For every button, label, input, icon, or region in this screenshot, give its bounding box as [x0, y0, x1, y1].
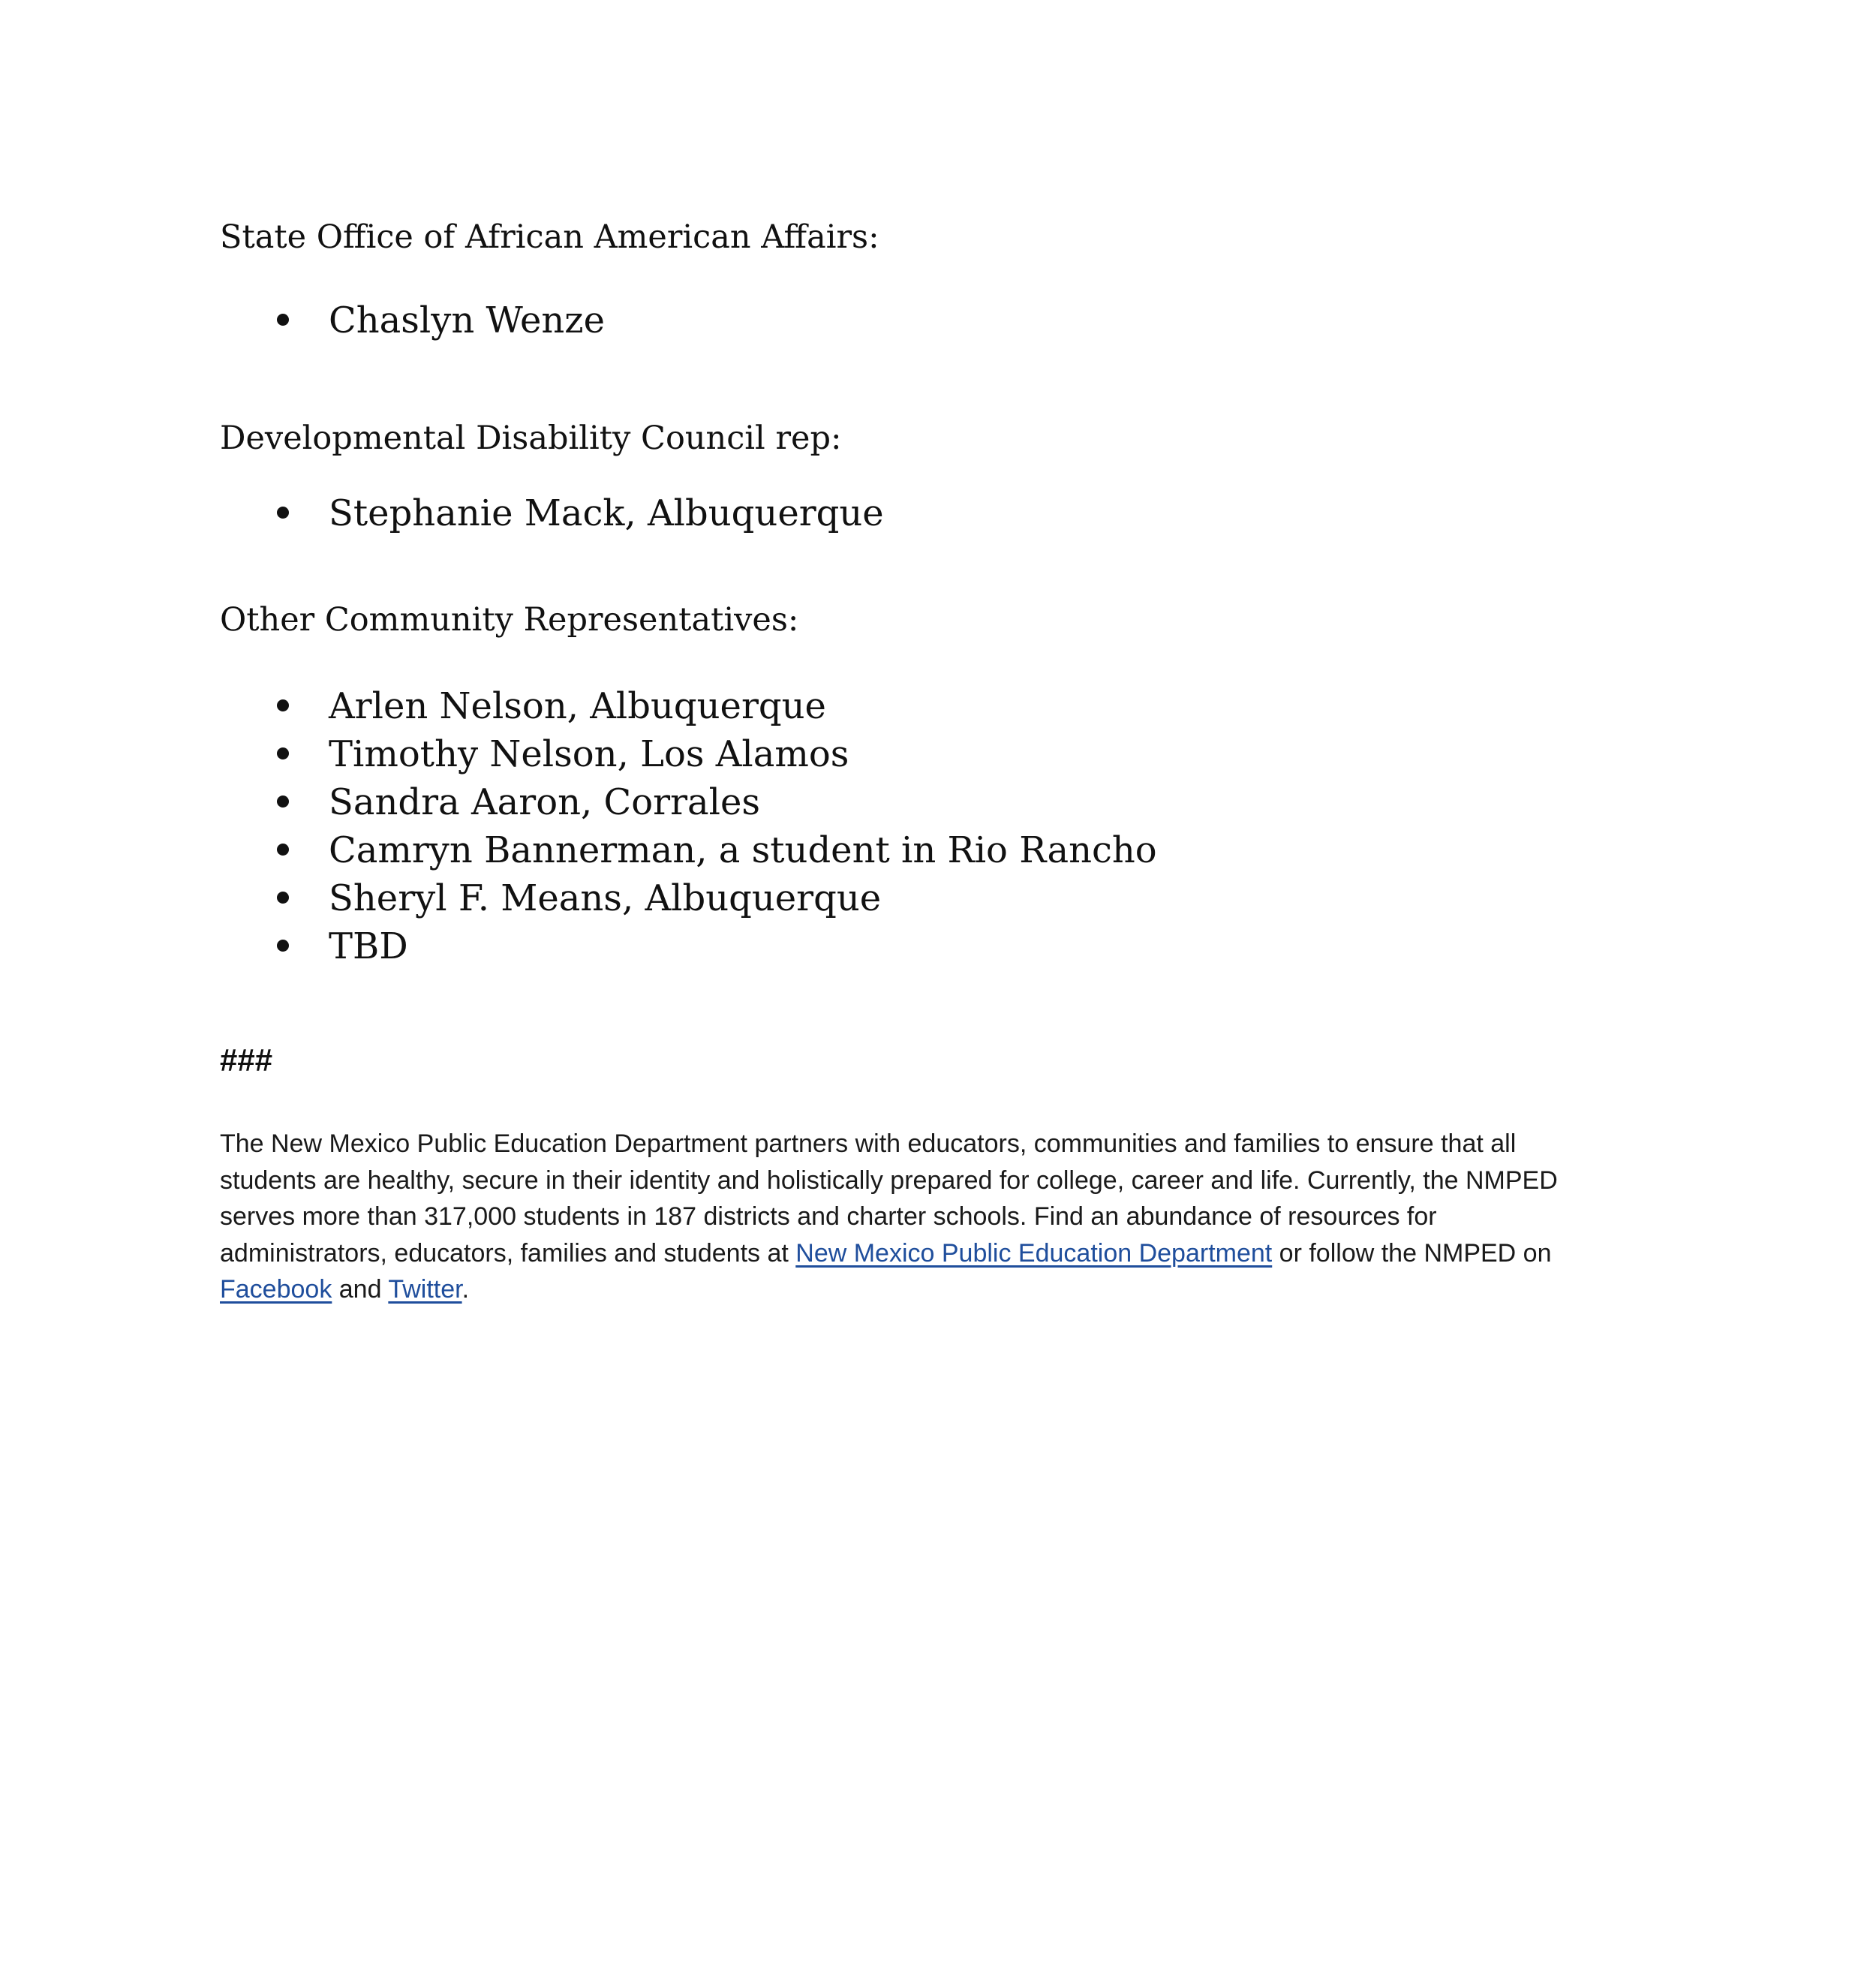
- facebook-link[interactable]: Facebook: [220, 1275, 332, 1304]
- member-name: Arlen Nelson, Albuquerque: [329, 685, 826, 727]
- nmped-website-link[interactable]: New Mexico Public Education Department: [795, 1238, 1273, 1268]
- member-name: Stephanie Mack, Albuquerque: [329, 492, 884, 534]
- bullet-icon: [277, 892, 289, 904]
- bullet-icon: [277, 796, 289, 808]
- member-name: TBD: [329, 925, 408, 967]
- bullet-icon: [277, 507, 289, 519]
- bullet-icon: [277, 844, 289, 856]
- bullet-icon: [277, 940, 289, 952]
- about-nmped-paragraph: [220, 1126, 1571, 1308]
- member-name: Sandra Aaron, Corrales: [329, 781, 761, 823]
- bullet-icon: [277, 314, 289, 326]
- about-text: The New Mexico Public Education Department partners with educators, communities and families to ensure that all students are healthy, secure in their identity and holistically prepared for college, career and life. Currently, the NMPED serves more than 317,000 students in 187 districts and charter schools. Find an abundance of resources for administrators, educators, families and students at: [220, 1129, 1558, 1268]
- member-name: Sheryl F. Means, Albuquerque: [329, 877, 882, 919]
- end-marker: ###: [220, 1042, 273, 1078]
- section-heading-african-american-affairs: State Office of African American Affairs:: [220, 218, 879, 256]
- member-name: Chaslyn Wenze: [329, 299, 605, 341]
- bullet-icon: [277, 699, 289, 711]
- about-text: or follow the NMPED on: [1272, 1238, 1552, 1268]
- section-heading-developmental-disability-council: Developmental Disability Council rep:: [220, 420, 842, 457]
- member-name: Timothy Nelson, Los Alamos: [329, 733, 849, 775]
- section-heading-other-community-representatives: Other Community Representatives:: [220, 601, 799, 639]
- about-text: .: [461, 1275, 470, 1304]
- about-text: and: [332, 1275, 389, 1304]
- member-name: Camryn Bannerman, a student in Rio Rancho: [329, 829, 1157, 871]
- twitter-link[interactable]: Twitter: [388, 1275, 462, 1304]
- bullet-icon: [277, 747, 289, 759]
